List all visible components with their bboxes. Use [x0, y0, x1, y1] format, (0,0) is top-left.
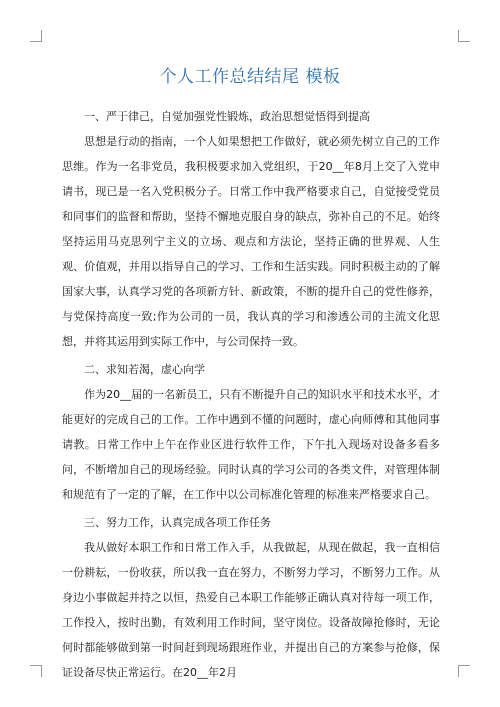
- crop-mark-top-left: [30, 30, 42, 42]
- crop-mark-bottom-right: [458, 665, 470, 677]
- document-body: [62, 104, 440, 685]
- section-heading-3: 三、努力工作，认真完成各项工作任务: [84, 516, 271, 529]
- section-paragraph-3: 我从做好本职工作和日常工作入手，从我做起，从现在做起，我一直相信一份耕耘，一份收获，所以我一直在努力，不断努力学习，不断努力工作。从身边小事做起并持之以恒，热爱自己本职工作能够正确认真对待每一项工作，工作投入，按时出勤，有效利用工作时间，坚守岗位。设备故障抢修时，无论何时都能够做到第一时间赶到现场跟班作业，并提出自己的方案参与抢修，保证设备尽快正常运行。在20__年2月: [62, 541, 440, 679]
- section-heading-1: 一、严于律己，自觉加强党性锻炼，政治思想觉悟得到提高: [84, 110, 370, 123]
- section-paragraph-2: 作为20__届的一名新员工，只有不断提升自己的知识水平和技术水平，才能更好的完成自己的工作。工作中遇到不懂的问题时，虚心向师傅和其他同事请教。日常工作中上午在作业区进行软件工作，下午扎入现场对设备多看多问，不断增加自己的现场经验。同时认真的学习公司的各类文件，对管理体制和规范有了一定的了解，在工作中以公司标准化管理的标准来严格要求自己。: [62, 388, 440, 501]
- section-heading-2: 二、求知若渴，虚心向学: [84, 363, 205, 376]
- crop-mark-top-right: [458, 30, 470, 42]
- crop-mark-bottom-left: [30, 665, 42, 677]
- section-paragraph-1: 思想是行动的指南，一个人如果想把工作做好，就必须先树立自己的工作思维。作为一名非党员，我积极要求加入党组织，于20__年8月上交了入党申请书，现已是一名入党积极分子。日常工作中我严格要求自己，自觉接受党员和同事们的监督和帮助，坚持不懈地克服自身的缺点，弥补自己的不足。始终坚持运用马克思列宁主义的立场、观点和方法论，坚持正确的世界观、人生观、价值观，并用以指导自己的学习、工作和生活实践。同时积极主动的了解国家大事，认真学习党的各项新方针、新政策，不断的提升自己的党性修养，与党保持高度一致;作为公司的一员，我认真的学习和渗透公司的主流文化思想，并将其运用到实际工作中，与公司保持一致。: [62, 135, 440, 348]
- document-title: 个人工作总结结尾 模板: [159, 67, 341, 87]
